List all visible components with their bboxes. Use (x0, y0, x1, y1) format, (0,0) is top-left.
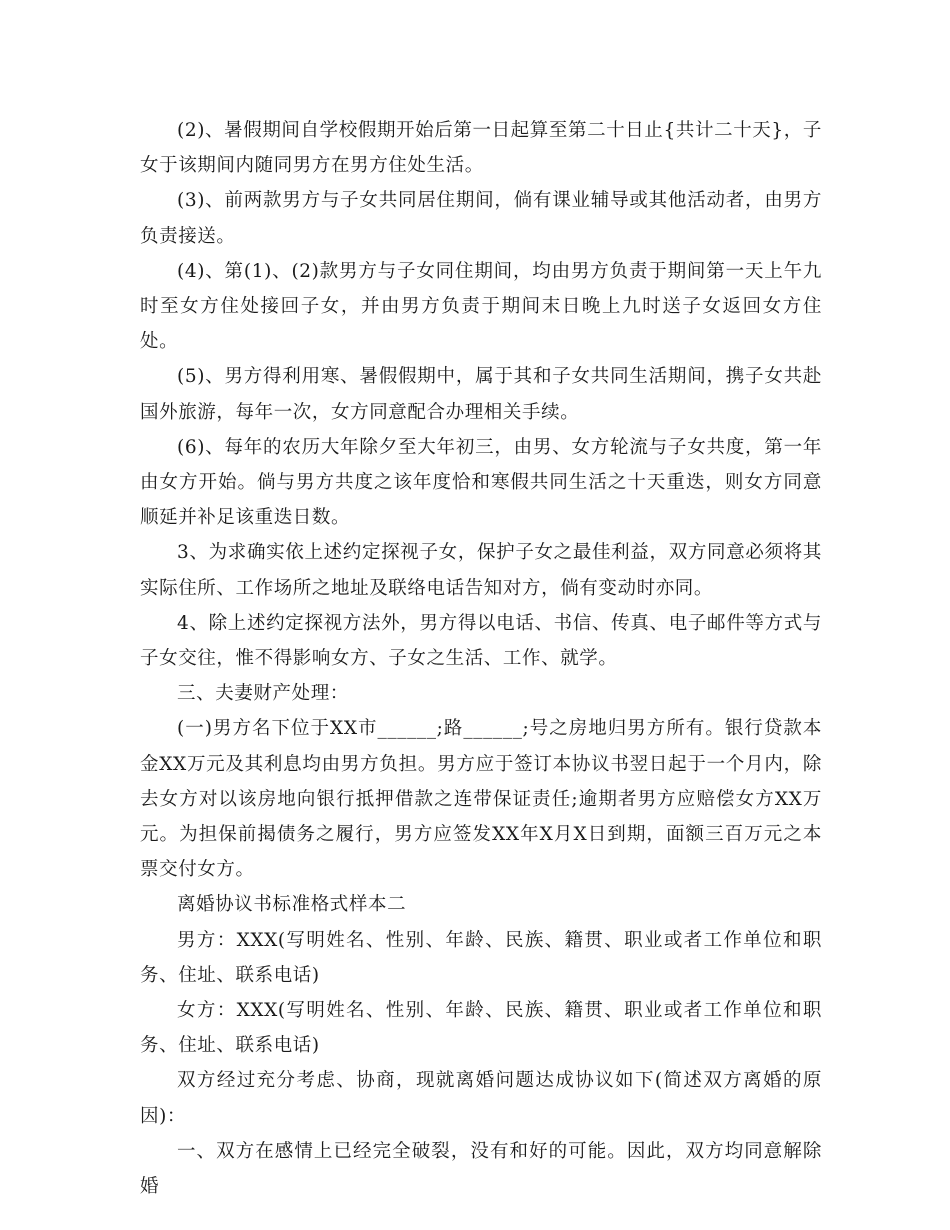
paragraph-pickup-times: (4)、第(1)、(2)款男方与子女同住期间，均由男方负责于期间第一天上午九时至女方住处接回子女，并由男方负责于期间末日晚上九时送子女返回女方住处。 (140, 260, 822, 353)
paragraph-summer-vacation: (2)、暑假期间自学校假期开始后第一日起算至第二十日止{共计二十天}，子女于该期间内随同男方在男方住处生活。 (140, 120, 822, 177)
paragraph-contact-info: 3、为求确实依上述约定探视子女，保护子女之最佳利益，双方同意必须将其实际住所、工作场所之地址及联络电话告知对方，倘有变动时亦同。 (140, 542, 822, 599)
paragraph-wife-info: 女方：XXX(写明姓名、性别、年龄、民族、籍贯、职业或者工作单位和职务、住址、联系电话) (140, 1000, 822, 1057)
section-heading-sample-two: 离婚协议书标准格式样本二 (177, 894, 407, 916)
paragraph-clause-one: 一、双方在感情上已经完全破裂，没有和好的可能。因此，双方均同意解除婚 (140, 1140, 822, 1198)
paragraph-pickup-dropoff: (3)、前两款男方与子女共同居住期间，倘有课业辅导或其他活动者，由男方负责接送。 (140, 190, 822, 247)
document-page (140, 113, 822, 1204)
paragraph-overseas-travel: (5)、男方得利用寒、暑假假期中，属于其和子女共同生活期间，携子女共赴国外旅游，每年一次，女方同意配合办理相关手续。 (140, 366, 822, 423)
paragraph-other-contact: 4、除上述约定探视方法外，男方得以电话、书信、传真、电子邮件等方式与子女交往，惟不得影响女方、子女之生活、工作、就学。 (140, 612, 822, 670)
paragraph-agreement-intro: 双方经过充分考虑、协商，现就离婚问题达成协议如下(简述双方离婚的原因)： (140, 1070, 822, 1127)
paragraph-lunar-new-year: (6)、每年的农历大年除夕至大年初三，由男、女方轮流与子女共度，第一年由女方开始。倘与男方共度之该年度恰和寒假共同生活之十天重迭，则女方同意顺延并补足该重迭日数。 (140, 436, 822, 529)
section-heading-property: 三、夫妻财产处理： (177, 683, 349, 705)
paragraph-real-estate: (一)男方名下位于XX市______;路______;号之房地归男方所有。银行贷款本金XX万元及其利息均由男方负担。男方应于签订本协议书翌日起于一个月内，除去女方对以该房地向银行抵押借款之连带保证责任;逾期者男方应赔偿女方XX万元。为担保前揭债务之履行，男方应签发XX年X月X日到期，面额三百万元之本票交付女方。 (140, 718, 822, 881)
paragraph-husband-info: 男方：XXX(写明姓名、性别、年龄、民族、籍贯、职业或者工作单位和职务、住址、联系电话) (140, 929, 822, 986)
